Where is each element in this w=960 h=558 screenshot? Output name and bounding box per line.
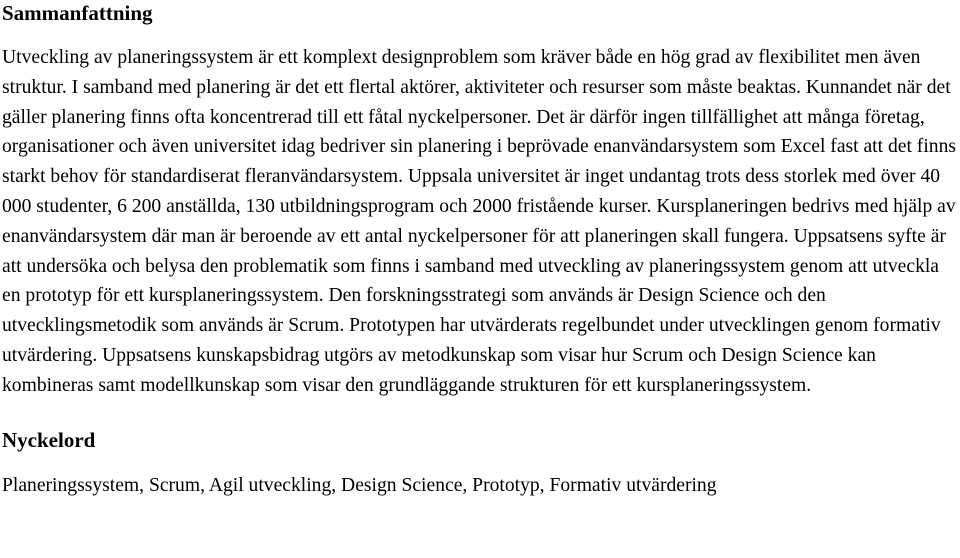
document-page bbox=[2, 0, 958, 500]
keywords-paragraph: Planeringssystem, Scrum, Agil utveckling, Design Science, Prototyp, Formativ utvärdering bbox=[2, 474, 717, 496]
summary-heading: Sammanfattning bbox=[2, 1, 153, 25]
summary-paragraph: Utveckling av planeringssystem är ett komplext designproblem som kräver både en hög grad av flexibilitet men även struktur. I samband med planering är det ett flertal aktörer, aktiviteter och resurser som måste beaktas. Kunnandet när det gäller planering finns ofta koncentrerad till ett fåtal nyckelpersoner. Det är därför ingen tillfällighet att många företag, organisationer och även universitet idag bedriver sin planering i beprövade enanvändarsystem som Excel fast att det finns starkt behov för standardiserat fleranvändarsystem. Uppsala universitet är inget undantag trots dess storlek med över 40 000 studenter, 6 200 anställda, 130 utbildningsprogram och 2000 fristående kurser. Kursplaneringen bedrivs med hjälp av enanvändarsystem där man är beroende av ett antal nyckelpersoner för att planeringen skall fungera. Uppsatsens syfte är att undersöka och belysa den problematik som finns i samband med utveckling av planeringssystem genom att utveckla en prototyp för ett kursplaneringssystem. Den forskningsstrategi som används är Design Science och den utvecklingsmetodik som används är Scrum. Prototypen har utvärderats regelbundet under utvecklingen genom formativ utvärdering. Uppsatsens kunskapsbidrag utgörs av metodkunskap som visar hur Scrum och Design Science kan kombineras samt modellkunskap som visar den grundläggande strukturen för ett kursplaneringssystem. bbox=[2, 47, 956, 396]
keywords-heading: Nyckelord bbox=[2, 427, 96, 452]
